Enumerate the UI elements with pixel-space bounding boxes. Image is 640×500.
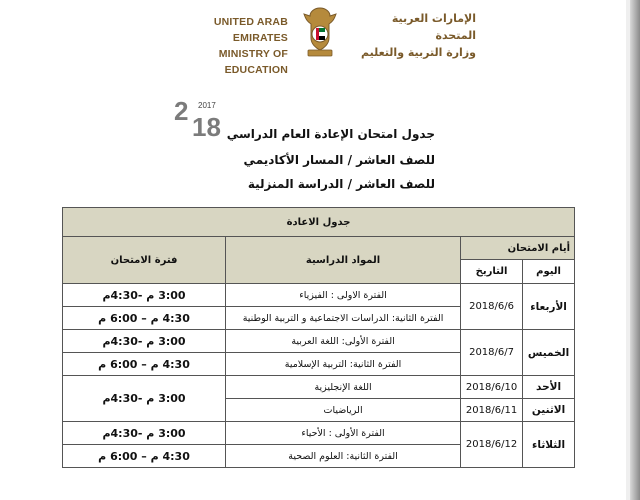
header-day: اليوم [523, 260, 575, 284]
date-cell: 2018/6/10 [461, 376, 523, 399]
subject-cell: الرياضيات [226, 399, 461, 422]
subject-cell: الفترة الأولى : الأحياء [226, 422, 461, 445]
table-caption-row [63, 208, 575, 237]
period-cell: 3:00 م -4:30م [63, 376, 226, 422]
subject-cell: الفترة الثانية: العلوم الصحية [226, 445, 461, 468]
title-line-1: جدول امتحان الإعادة العام الدراسي [226, 127, 435, 141]
date-cell: 2018/6/7 [461, 330, 523, 376]
header-subjects: المواد الدراسية [226, 237, 461, 284]
period-cell: 4:30 م – 6:00 م [63, 353, 226, 376]
day-cell: الثلاثاء [523, 422, 575, 468]
day-cell: الخميس [523, 330, 575, 376]
subject-cell: الفترة الثانية: التربية الإسلامية [226, 353, 461, 376]
title-line-3: للصف العاشر / الدراسة المنزلية [247, 177, 435, 191]
header-exam-days: أيام الامتحان [461, 237, 575, 260]
period-cell: 3:00 م -4:30م [63, 330, 226, 353]
period-cell: 4:30 م – 6:00 م [63, 445, 226, 468]
period-cell: 4:30 م – 6:00 م [63, 307, 226, 330]
exam-schedule-table [62, 207, 575, 468]
table-caption: جدول الاعادة [63, 208, 575, 237]
period-cell: 3:00 م -4:30م [63, 422, 226, 445]
title-line-2: للصف العاشر / المسار الأكاديمي [243, 153, 435, 167]
date-cell: 2018/6/11 [461, 399, 523, 422]
subject-cell: الفترة الاولى : الفيزياء [226, 284, 461, 307]
header-exam-period: فترة الامتحان [63, 237, 226, 284]
year-digits-right: 18 [192, 112, 221, 140]
year-digit-left: 2 [174, 96, 189, 126]
ministry-ar-line-2: وزارة التربية والتعليم [361, 46, 476, 59]
table-row [63, 330, 575, 353]
period-cell: 3:00 م -4:30م [63, 284, 226, 307]
header-date: التاريخ [461, 260, 523, 284]
day-cell: الاثنين [523, 399, 575, 422]
ministry-name-arabic [350, 10, 476, 61]
ministry-en-line-1: UNITED ARAB EMIRATES [213, 16, 288, 44]
subject-cell: الفترة الثانية: الدراسات الاجتماعية و التربية الوطنية [226, 307, 461, 330]
date-cell: 2018/6/6 [461, 284, 523, 330]
ministry-name-english [160, 14, 288, 78]
table-header-row [63, 237, 575, 260]
day-cell: الأحد [523, 376, 575, 399]
table-row [63, 284, 575, 307]
subject-cell: اللغة الإنجليزية [226, 376, 461, 399]
screen-edge [630, 0, 640, 500]
uae-emblem-icon [296, 4, 344, 60]
day-cell: الأربعاء [523, 284, 575, 330]
table-row [63, 376, 575, 399]
ministry-ar-line-1: الإمارات العربية المتحدة [391, 12, 476, 42]
table-row [63, 422, 575, 445]
year-small: 2017 [198, 101, 216, 110]
date-cell: 2018/6/12 [461, 422, 523, 468]
ministry-en-line-2: MINISTRY OF EDUCATION [218, 48, 288, 76]
subject-cell: الفترة الأولى: اللغة العربية [226, 330, 461, 353]
